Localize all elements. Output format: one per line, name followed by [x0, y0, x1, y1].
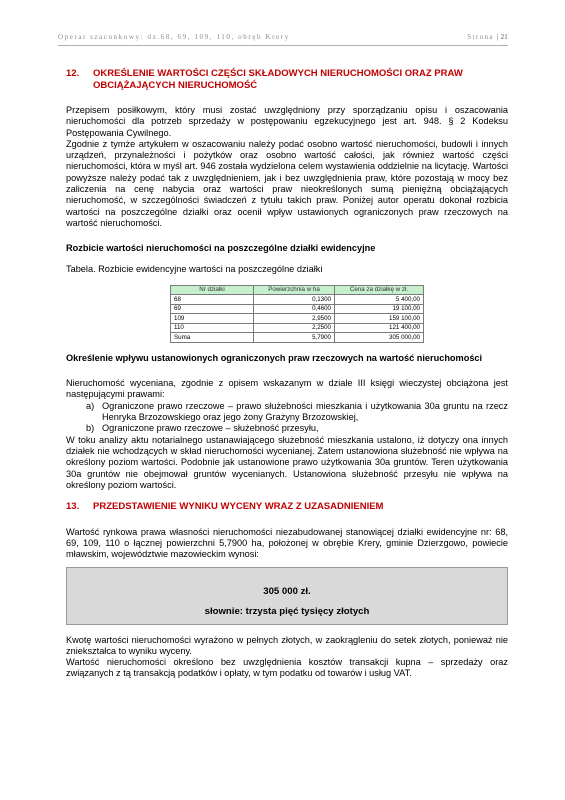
- table-row-total: [171, 333, 424, 343]
- section-13-paragraph-2: Kwotę wartości nieruchomości wyrażono w pełnych złotych, w zaokrągleniu do setek złotych, ponieważ nie zniekształca to wyniku wyceny.: [66, 634, 508, 656]
- subheading-rights-impact: Określenie wpływu ustanowionych ograniczonych praw rzeczowych na wartość nieruchomości: [66, 352, 483, 363]
- table-caption: Tabela. Rozbicie ewidencyjne wartości na poszczególne działki: [66, 263, 323, 274]
- subheading-parcel-breakdown: Rozbicie wartości nieruchomości na poszczególne działki ewidencyjne: [66, 243, 376, 254]
- section-12-heading: [66, 68, 508, 91]
- table-cell: 110: [171, 323, 254, 333]
- table-cell: Suma: [171, 333, 254, 343]
- section-12-paragraph-2: Zgodnie z tymże artykułem w oszacowaniu należy podać osobno wartość nieruchomości, budowli i innych urządzeń, przynależności i pożytków oraz osobno wartość całości, jak również wartość części nieruchomości, która w myśl art. 946 została wydzielona celem wystawienia oddzielnie na licytację. Wartości powyższe należy podać tak z uwzględnieniem, jak i bez uwzględnienia praw, które pozostają w mocy bez zaliczenia na cenę nabycia oraz wartości praw nieokreślonych sumą pieniężną obciążających nieruchomość, w szczególności świadczeń z tytułu takich praw. Poniżej autor operatu dokonał rozbicia wartości na poszczególne działki oraz ocenił wpływ ustawionych ograniczonych praw rzeczowych na wartość nieruchomości.: [66, 138, 508, 228]
- section-12-paragraph-4: W toku analizy aktu notarialnego ustanawiającego służebność mieszkania ustalono, iż dotyczy ona innych działek nie wchodzących w skład nieruchomości wycenianej. Zatem ustanowiona służebność nie wpływa na określony poziom wartości. Podobnie jak ustanowione prawo użytkowania 30a gruntów. Teren użytkowania 30a gruntów nie obejmował gruntów wycenianych. Ustanowiona służebność przesyłu nie wpływa na określony poziom wartości.: [66, 434, 508, 490]
- table-row: [171, 314, 424, 324]
- section-13-paragraph-1: Wartość rynkowa prawa własności nieruchomości niezabudowanej stanowiącej działki ewidencyjne nr: 68, 69, 109, 110 o łącznej powierzchni 5,7900 ha, położonej w obrębie Krery, gminie Dzierzgowo, powiecie mławskim, województwie mazowieckim wynosi:: [66, 526, 508, 560]
- header-divider: [58, 45, 508, 46]
- table-cell: 19 100,00: [335, 304, 424, 314]
- parcel-value-table: [170, 285, 424, 343]
- section-12-paragraph-3: Nieruchomość wyceniana, zgodnie z opisem wskazanym w dziale III księgi wieczystej obciążona jest następującymi prawami:: [66, 378, 508, 400]
- column-header: Nr działki: [171, 285, 254, 295]
- page-header: [58, 33, 508, 41]
- section-12-number: 12.: [66, 68, 80, 79]
- list-item: [86, 423, 508, 434]
- valuation-result-box: [66, 567, 508, 625]
- header-page-number: | 21: [497, 33, 508, 41]
- result-amount-words: słownie: trzysta pięć tysięcy złotych: [204, 605, 370, 617]
- table-cell: 68: [171, 295, 254, 305]
- column-header: Powierzchnia w ha: [254, 285, 335, 295]
- table-cell: 109: [171, 314, 254, 324]
- list-text: Ograniczone prawo rzeczowe – prawo służebności mieszkania i użytkowania 30a gruntu na rzecz Henryka Brzozowskiego oraz jego żony Grażyny Brzozowskiej,: [102, 400, 508, 423]
- table-cell: 305 000,00: [335, 333, 424, 343]
- table-cell: 5 400,00: [335, 295, 424, 305]
- table-cell: 121 400,00: [335, 323, 424, 333]
- section-13-paragraph-3: Wartość nieruchomości określono bez uwzględnienia kosztów transakcji kupna – sprzedaży oraz związanych z tą transakcją podatków i opłaty, w tym podatku od towarów i usług VAT.: [66, 657, 508, 679]
- header-page: [467, 33, 508, 41]
- result-amount: 305 000 zł.: [263, 585, 311, 597]
- table-cell: 0,4600: [254, 304, 335, 314]
- section-13-heading: [66, 501, 508, 513]
- header-page-label: Strona: [467, 33, 494, 41]
- list-marker: b): [86, 423, 95, 434]
- table-header-row: [171, 285, 424, 295]
- document-body: [66, 68, 508, 680]
- table-cell: 5,7900: [254, 333, 335, 343]
- table-cell: 2,9500: [254, 314, 335, 324]
- section-13-title: PRZEDSTAWIENIE WYNIKU WYCENY WRAZ Z UZASADNIENIEM: [93, 501, 384, 513]
- table-row: [171, 323, 424, 333]
- section-13-number: 13.: [66, 501, 80, 513]
- header-title: Operat szacunkowy: dz.68, 69, 109, 110, obręb Krery: [58, 33, 290, 41]
- table-row: [171, 295, 424, 305]
- section-12-paragraph-1: Przepisem posiłkowym, który musi zostać uwzględniony przy sporządzaniu opisu i oszacowania nieruchomości dla potrzeb sprzedaży w postępowaniu egzekucyjnego jest art. 948. § 2 Kodeksu Postępowania Cywilnego.: [66, 105, 508, 138]
- list-text: Ograniczone prawo rzeczowe – służebność przesyłu,: [102, 423, 319, 434]
- table-row: [171, 304, 424, 314]
- section-12-title: OKREŚLENIE WARTOŚCI CZĘŚCI SKŁADOWYCH NIERUCHOMOŚCI ORAZ PRAW OBCIĄŻAJĄCYCH NIERUCHOMOŚĆ: [93, 68, 463, 91]
- list-marker: a): [86, 400, 95, 411]
- list-item: [86, 401, 508, 424]
- table-cell: 2,2500: [254, 323, 335, 333]
- table-cell: 0,1300: [254, 295, 335, 305]
- column-header: Cena za działkę w zł.: [335, 285, 424, 295]
- table-cell: 69: [171, 304, 254, 314]
- table-cell: 159 100,00: [335, 314, 424, 324]
